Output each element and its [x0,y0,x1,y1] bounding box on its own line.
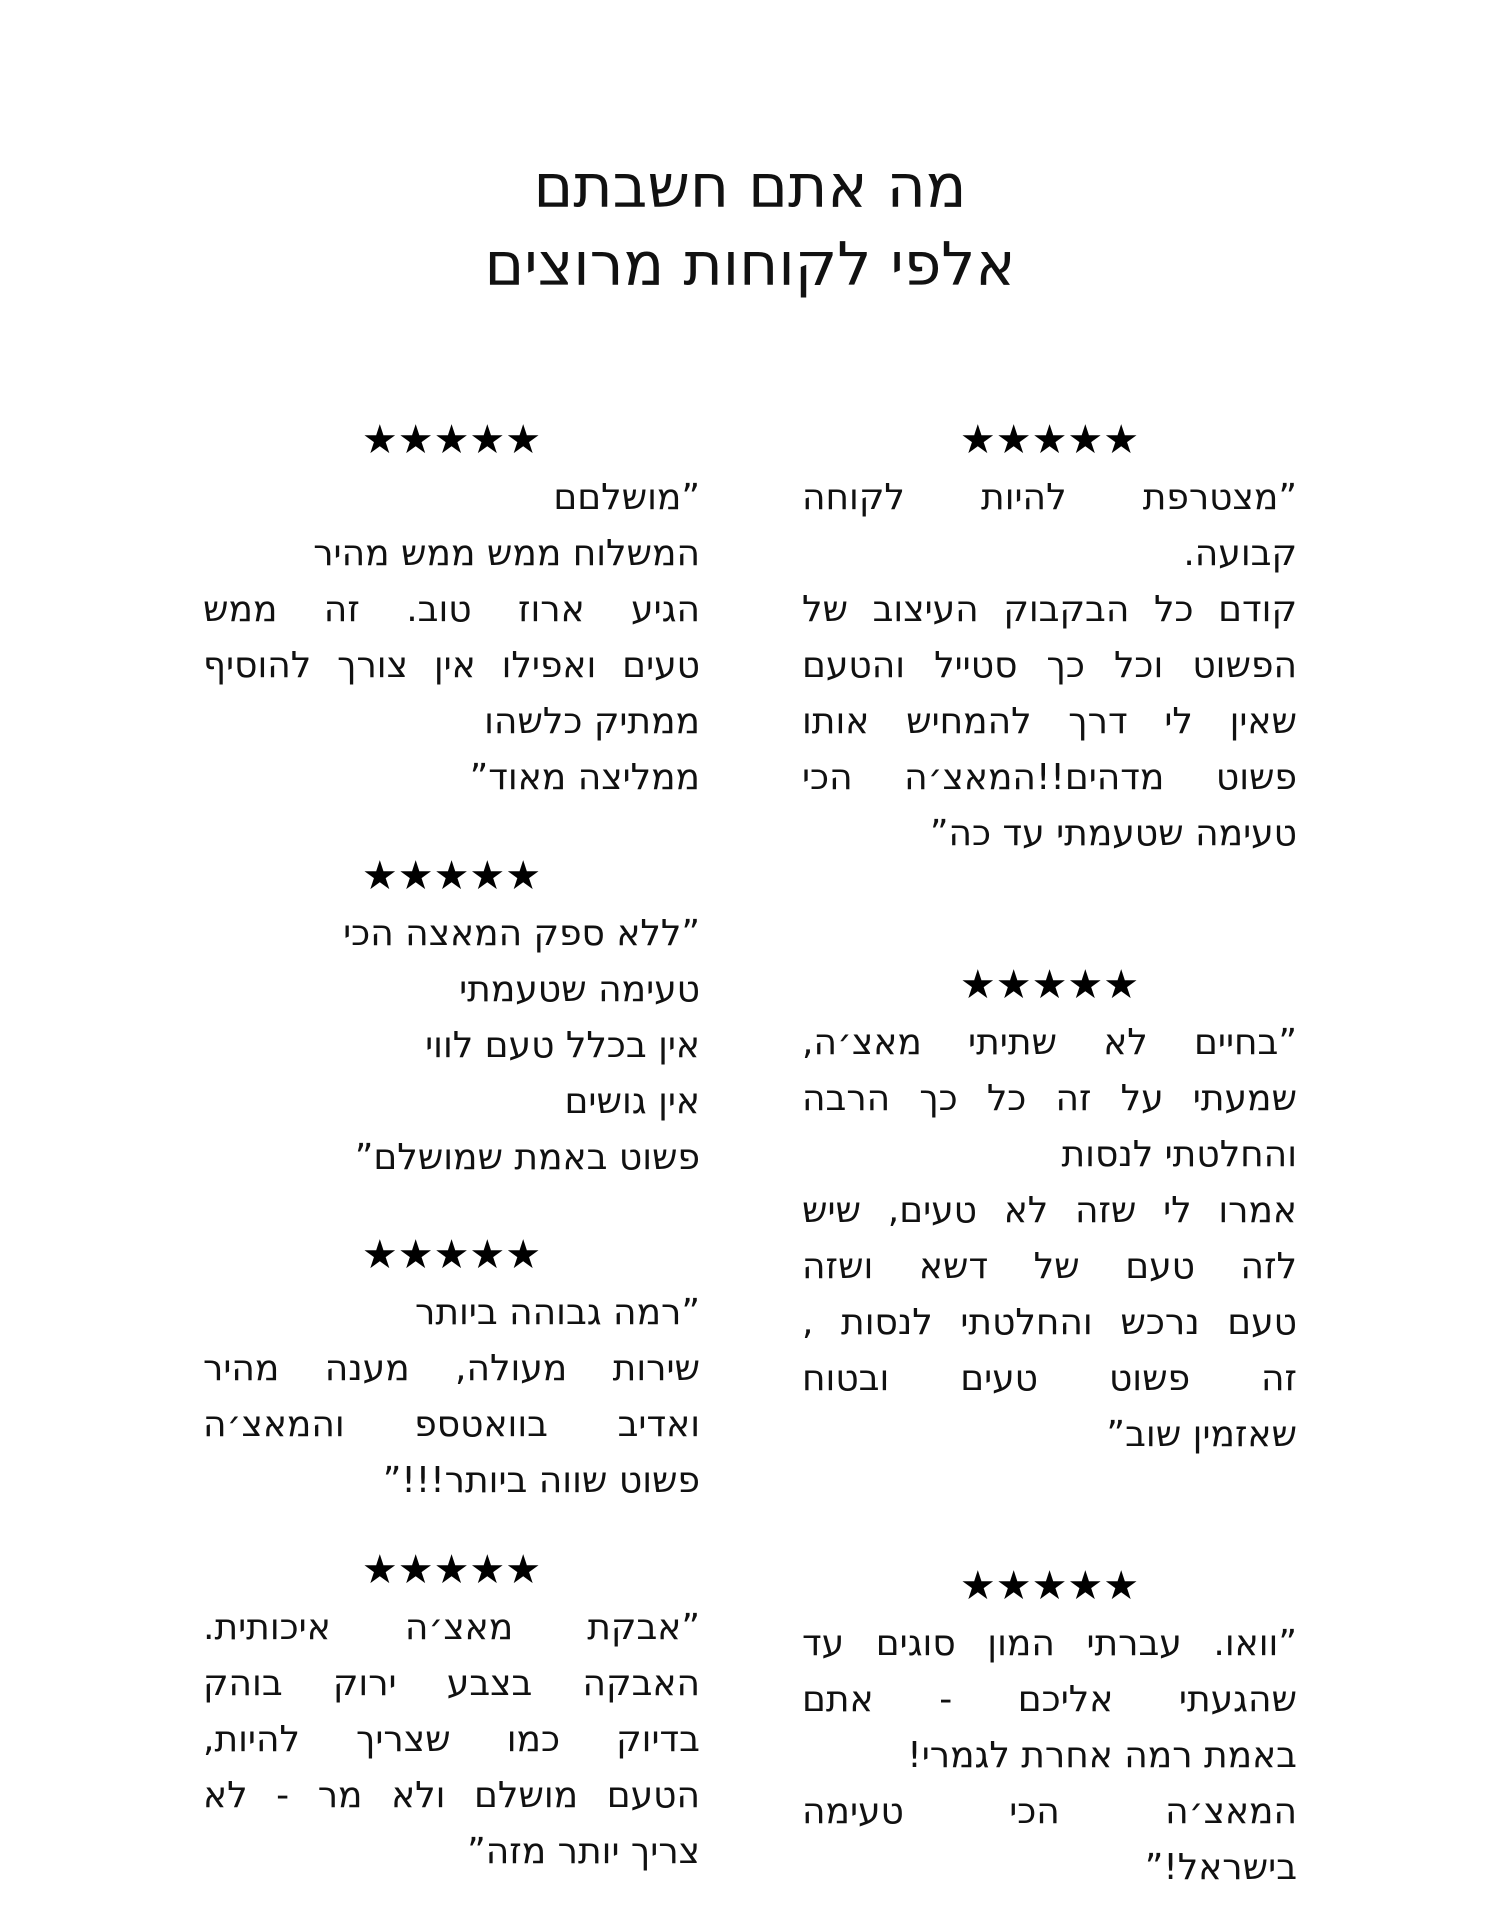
five-star-rating-icon: ★★★★★ [959,962,1140,1008]
review-line: והחלטתי לנסות [1061,1134,1297,1175]
five-star-rating-icon: ★★★★★ [361,1232,542,1278]
review-card [802,957,1297,1463]
review-card [203,848,700,1186]
review-text [802,470,1297,862]
review-line: קבועה. [1183,533,1297,574]
review-text [203,1285,700,1509]
review-line: קודם כל הבקבוק העיצוב של [802,589,1297,630]
review-line: המאצ׳ה הכי טעימה [802,1791,1297,1832]
review-line: פשוט מדהים!!המאצ׳ה הכי [802,757,1297,798]
review-card [802,412,1297,862]
review-line: ממתיק כלשהו [484,701,700,742]
review-line: ”רמה גבוהה ביותר [415,1292,700,1333]
review-line: טעם נרכש והחלטתי לנסות , [802,1302,1297,1343]
review-line: צריך יותר מזה” [467,1831,700,1872]
review-line: ”אבקת מאצ׳ה איכותית. [203,1607,700,1648]
review-line: טעימה שטעמתי עד כה” [929,813,1297,854]
page-header [0,148,1500,304]
page-title: מה אתם חשבתם [533,152,967,222]
review-line: המשלוח ממש ממש מהיר [313,533,700,574]
review-line: אין גושים [564,1081,700,1122]
review-line: ”בחיים לא שתיתי מאצ׳ה, [802,1022,1297,1063]
review-line: ”וואו. עברתי המון סוגים עד [802,1623,1297,1664]
review-line: פשוט שווה ביותר!!!” [382,1460,700,1501]
review-card [203,1227,700,1509]
review-line: הטעם מושלם ולא מר - לא [203,1775,700,1816]
page-subtitle: אלפי לקוחות מרוצים [484,230,1016,300]
review-line: הגיע ארוז טוב. זה ממש [203,589,700,630]
review-text [203,906,700,1186]
review-line: אין בכלל טעם לווי [425,1025,700,1066]
review-line: שאין לי דרך להמחיש אותו [802,701,1297,742]
review-text [203,1600,700,1880]
review-line: בדיוק כמו שצריך להיות, [203,1719,700,1760]
review-line: ”מצטרפת להיות לקוחה [802,477,1297,518]
review-line: ממליצה מאוד” [469,757,700,798]
five-star-rating-icon: ★★★★★ [361,1547,542,1593]
review-line: זה פשוט טעים ובטוח [802,1358,1297,1399]
review-card [802,1558,1297,1896]
review-line: באמת רמה אחרת לגמרי! [907,1735,1297,1776]
five-star-rating-icon: ★★★★★ [959,1563,1140,1609]
review-line: לזה טעם של דשא ושזה [802,1246,1297,1287]
review-text [802,1616,1297,1896]
review-line: שירות מעולה, מענה מהיר [203,1348,700,1389]
five-star-rating-icon: ★★★★★ [361,417,542,463]
review-line: האבקה בצבע ירוק בוהק [203,1663,700,1704]
review-line: ואדיב בוואטספ והמאצ׳ה [203,1404,700,1445]
review-line: הפשוט וכל כך סטייל והטעם [802,645,1297,686]
review-line: ”ללא ספק המאצה הכי [343,913,700,954]
review-line: פשוט באמת שמושלם” [354,1137,700,1178]
review-card [203,1542,700,1880]
review-line: ”מושלםם [553,477,700,518]
review-line: טעים ואפילו אין צורך להוסיף [203,645,700,686]
review-card [203,412,700,806]
five-star-rating-icon: ★★★★★ [361,853,542,899]
review-line: שאזמין שוב” [1106,1414,1297,1455]
review-line: בישראל!” [1144,1847,1297,1888]
five-star-rating-icon: ★★★★★ [959,417,1140,463]
review-line: אמרו לי שזה לא טעים, שיש [802,1190,1297,1231]
review-line: שהגעתי אליכם - אתם [802,1679,1297,1720]
review-line: שמעתי על זה כל כך הרבה [802,1078,1297,1119]
review-text [203,470,700,806]
review-text [802,1015,1297,1463]
review-line: טעימה שטעמתי [459,969,700,1010]
